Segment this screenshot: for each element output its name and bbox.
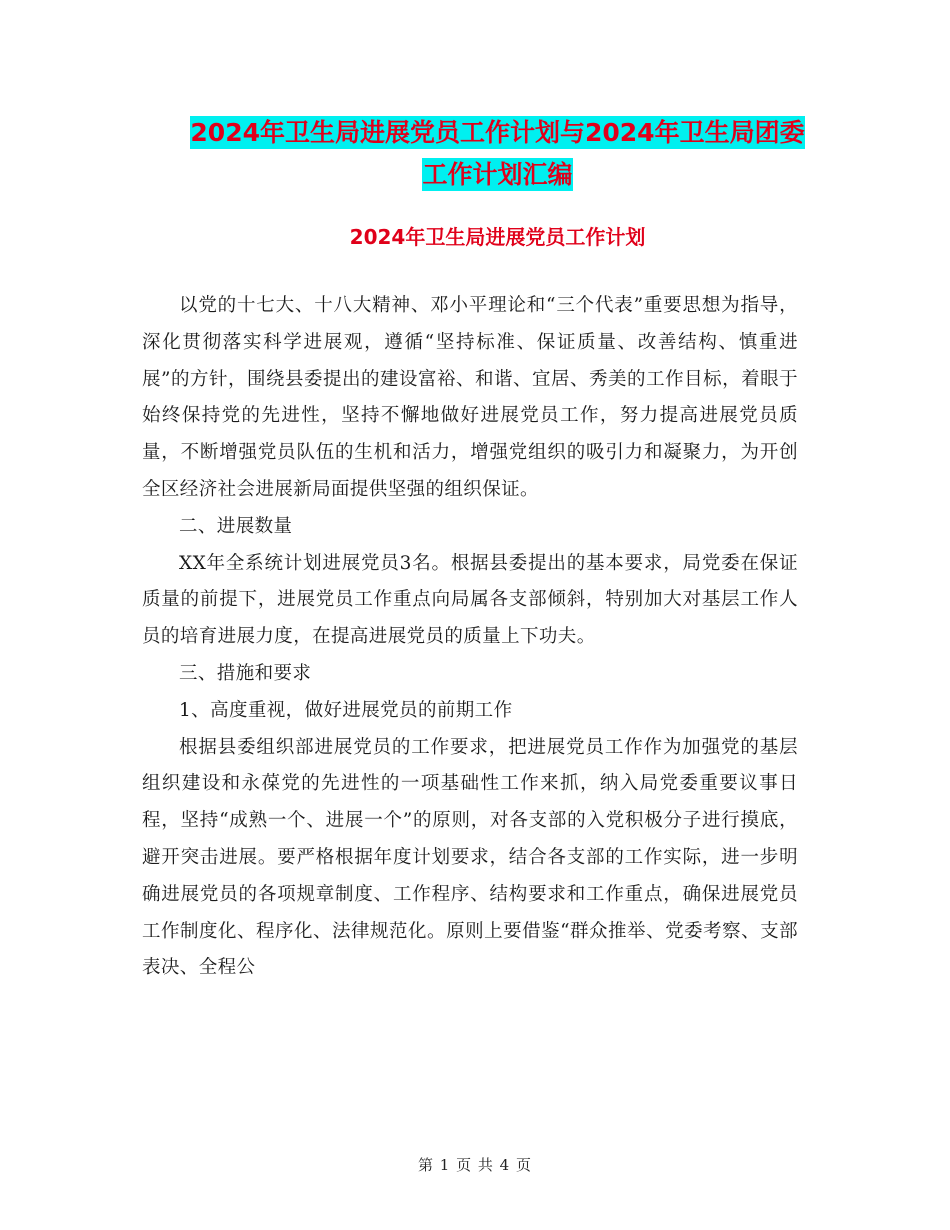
paragraph-quantity: XX年全系统计划进展党员3名。根据县委提出的基本要求，局党委在保证质量的前提下，进展党员工作重点向局属各支部倾斜，特别加大对基层工作人员的培育进展力度，在提高进展党员的质量上下功夫。 <box>142 552 798 648</box>
title-line-1: 2024年卫生局进展党员工作计划与2024年卫生局团委 <box>190 118 805 147</box>
document-title <box>140 112 855 196</box>
page-number: 第 1 页 共 4 页 <box>418 1156 532 1174</box>
heading-development-quantity: 二、进展数量 <box>179 515 293 537</box>
paragraph-intro: 以党的十七大、十八大精神、邓小平理论和“三个代表”重要思想为指导，深化贯彻落实科学进展观，遵循“坚持标准、保证质量、改善结构、慎重进展”的方针，围绕县委提出的建设富裕、和谐、宜居、秀美的工作目标，着眼于始终保持党的先进性，坚持不懈地做好进展党员工作，努力提高进展党员质量，不断增强党员队伍的生机和活力，增强党组织的吸引力和凝聚力，为开创全区经济社会进展新局面提供坚强的组织保证。 <box>142 295 798 500</box>
section-title: 2024年卫生局进展党员工作计划 <box>349 225 646 249</box>
document-body <box>142 288 798 987</box>
title-line-2: 工作计划汇编 <box>422 160 573 189</box>
heading-measures: 三、措施和要求 <box>179 662 312 684</box>
heading-measure-1: 1、高度重视，做好进展党员的前期工作 <box>179 699 513 721</box>
paragraph-measure-1: 根据县委组织部进展党员的工作要求，把进展党员工作作为加强党的基层组织建设和永葆党的先进性的一项基础性工作来抓，纳入局党委重要议事日程，坚持“成熟一个、进展一个”的原则，对各支部的入党积极分子进行摸底，避开突击进展。要严格根据年度计划要求，结合各支部的工作实际，进一步明确进展党员的各项规章制度、工作程序、结构要求和工作重点，确保进展党员工作制度化、程序化、法律规范化。原则上要借鉴“群众推举、党委考察、支部表决、全程公 <box>142 736 798 979</box>
